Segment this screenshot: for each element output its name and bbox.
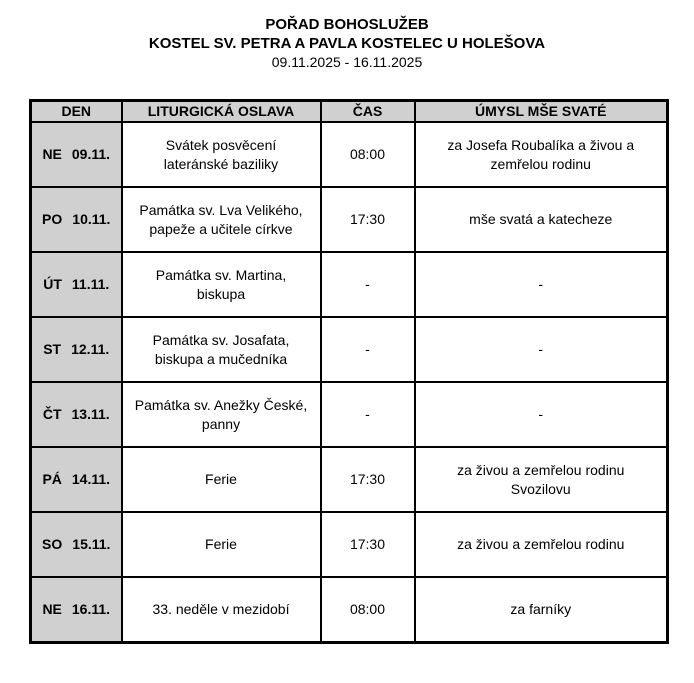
day-abbreviation: ČT [42, 406, 62, 422]
day-date: 15.11. [72, 536, 111, 552]
intention-cell: mše svatá a katecheze [415, 187, 668, 252]
time-cell: - [321, 382, 415, 447]
time-cell: - [321, 252, 415, 317]
time-cell: 08:00 [321, 577, 415, 643]
celebration-cell: Památka sv. Lva Velikého, papeže a učitele církve [122, 187, 321, 252]
date-range: 09.11.2025 - 16.11.2025 [271, 54, 423, 70]
celebration-cell: Ferie [122, 447, 321, 512]
time-cell: 17:30 [321, 512, 415, 577]
time-cell: - [321, 317, 415, 382]
day-date: 09.11. [71, 146, 111, 162]
document-header [0, 0, 694, 72]
day-cell [31, 317, 122, 382]
day-cell [31, 577, 122, 643]
table-header-row [31, 101, 668, 123]
intention-cell: - [415, 317, 668, 382]
column-header-day: DEN [31, 101, 122, 123]
celebration-cell: Ferie [122, 512, 321, 577]
column-header-intention: ÚMYSL MŠE SVATÉ [415, 101, 668, 123]
table-row [31, 382, 668, 447]
intention-cell: za Josefa Roubalíka a živou a zemřelou rodinu [415, 122, 668, 187]
day-date: 10.11. [72, 211, 111, 227]
day-date: 16.11. [71, 601, 111, 617]
intention-cell: za farníky [415, 577, 668, 643]
day-date: 14.11. [71, 471, 111, 487]
day-cell [31, 122, 122, 187]
day-cell [31, 252, 122, 317]
celebration-cell: Svátek posvěcení lateránské baziliky [122, 122, 321, 187]
table-row [31, 317, 668, 382]
celebration-cell: Památka sv. Anežky České, panny [122, 382, 321, 447]
schedule-table [29, 99, 669, 644]
intention-cell: - [415, 382, 668, 447]
table-row [31, 252, 668, 317]
day-abbreviation: PÁ [42, 471, 62, 487]
table-row [31, 577, 668, 643]
church-name: KOSTEL SV. PETRA A PAVLA KOSTELEC U HOLEŠOVA [148, 35, 546, 52]
document-title: POŘAD BOHOSLUŽEB [265, 16, 429, 33]
celebration-cell: Památka sv. Josafata, biskupa a mučedníka [122, 317, 321, 382]
day-abbreviation: NE [42, 146, 62, 162]
celebration-cell: Památka sv. Martina, biskupa [122, 252, 321, 317]
intention-cell: - [415, 252, 668, 317]
table-body [31, 122, 668, 643]
day-date: 11.11. [71, 276, 110, 292]
celebration-cell: 33. neděle v mezidobí [122, 577, 321, 643]
time-cell: 17:30 [321, 187, 415, 252]
day-date: 12.11. [71, 341, 110, 357]
table-row [31, 512, 668, 577]
day-abbreviation: SO [42, 536, 63, 552]
day-abbreviation: PO [42, 211, 63, 227]
day-cell [31, 512, 122, 577]
day-cell [31, 187, 122, 252]
day-cell [31, 382, 122, 447]
column-header-time: ČAS [321, 101, 415, 123]
day-abbreviation: ST [43, 341, 62, 357]
table-row [31, 122, 668, 187]
intention-cell: za živou a zemřelou rodinu [415, 512, 668, 577]
day-date: 13.11. [71, 406, 110, 422]
table-row [31, 187, 668, 252]
day-abbreviation: ÚT [43, 276, 62, 292]
time-cell: 08:00 [321, 122, 415, 187]
day-cell [31, 447, 122, 512]
intention-cell: za živou a zemřelou rodinu Svozilovu [415, 447, 668, 512]
table-row [31, 447, 668, 512]
column-header-celebration: LITURGICKÁ OSLAVA [122, 101, 321, 123]
day-abbreviation: NE [42, 601, 62, 617]
time-cell: 17:30 [321, 447, 415, 512]
